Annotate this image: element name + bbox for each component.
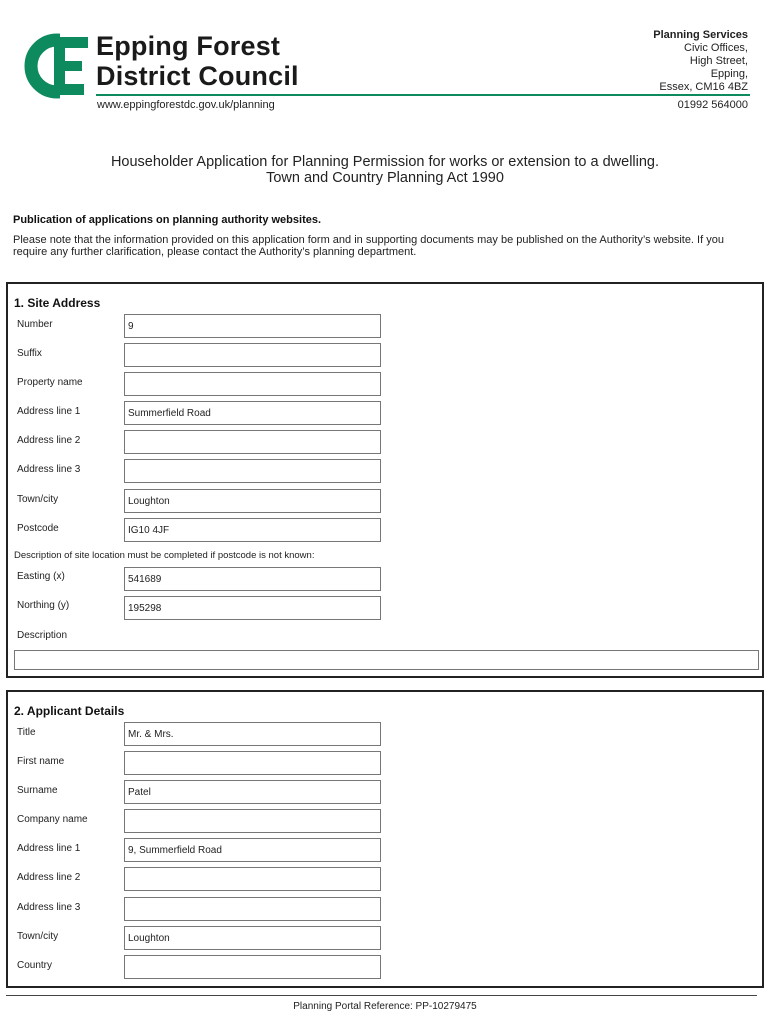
site-town-field[interactable]: Loughton: [124, 489, 381, 513]
phone-number: 01992 564000: [677, 99, 748, 111]
field-label: Address line 3: [17, 464, 81, 475]
field-label: Title: [17, 727, 36, 738]
northing-field[interactable]: 195298: [124, 596, 381, 620]
form-title-line1: Householder Application for Planning Permission for works or extension to a dwelling.: [110, 154, 660, 170]
field-label: Town/city: [17, 931, 59, 942]
form-title-line2: Town and Country Planning Act 1990: [266, 170, 504, 186]
form-title: [0, 154, 770, 186]
field-label: Address line 3: [17, 902, 81, 913]
site-address-line3-field[interactable]: [124, 459, 381, 483]
council-name-line2: District Council: [96, 61, 299, 91]
field-label: Easting (x): [17, 571, 65, 582]
applicant-details-section: [6, 690, 764, 988]
address-line-2: High Street,: [689, 55, 748, 67]
address-line-4: Essex, CM16 4BZ: [659, 81, 748, 93]
portal-reference: Planning Portal Reference: PP-10279475: [293, 1001, 477, 1012]
site-number-field[interactable]: 9: [124, 314, 381, 338]
applicant-town-field[interactable]: Loughton: [124, 926, 381, 950]
field-label: Surname: [17, 785, 58, 796]
header-divider: [96, 94, 750, 96]
council-logo-icon: [24, 27, 90, 105]
field-label: Address line 2: [17, 435, 81, 446]
applicant-company-field[interactable]: [124, 809, 381, 833]
applicant-address-line1-field[interactable]: 9, Summerfield Road: [124, 838, 381, 862]
applicant-title-field[interactable]: Mr. & Mrs.: [124, 722, 381, 746]
publication-text: Please note that the information provided on this application form and in supporting documents may be published on the Authority’s website. If you require any further clarification, please contact the Authority’s planning department.: [13, 234, 724, 258]
field-label: Address line 2: [17, 872, 81, 883]
website-link[interactable]: www.eppingforestdc.gov.uk/planning: [97, 99, 275, 111]
applicant-address-line2-field[interactable]: [124, 867, 381, 891]
address-line-1: Civic Offices,: [684, 42, 748, 54]
description-field[interactable]: [14, 650, 759, 670]
applicant-surname-field[interactable]: Patel: [124, 780, 381, 804]
address-line-3: Epping,: [710, 68, 748, 80]
field-label: Town/city: [17, 494, 59, 505]
site-suffix-field[interactable]: [124, 343, 381, 367]
council-address: [653, 29, 748, 94]
field-label: Company name: [17, 814, 88, 825]
location-note: Description of site location must be completed if postcode is not known:: [14, 550, 315, 561]
site-address-line1-field[interactable]: Summerfield Road: [124, 401, 381, 425]
field-label: First name: [17, 756, 65, 767]
site-address-section: [6, 282, 764, 678]
field-label: Country: [17, 960, 53, 971]
field-label: Address line 1: [17, 406, 81, 417]
service-name: Planning Services: [653, 29, 748, 41]
applicant-address-line3-field[interactable]: [124, 897, 381, 921]
field-label: Northing (y): [17, 600, 70, 611]
applicant-country-field[interactable]: [124, 955, 381, 979]
field-label: Suffix: [17, 348, 42, 359]
council-name-line1: Epping Forest: [96, 31, 281, 61]
field-label: Property name: [17, 377, 83, 388]
site-property-name-field[interactable]: [124, 372, 381, 396]
site-address-line2-field[interactable]: [124, 430, 381, 454]
field-label: Number: [17, 319, 53, 330]
site-postcode-field[interactable]: IG10 4JF: [124, 518, 381, 542]
publication-heading: Publication of applications on planning authority websites.: [13, 214, 322, 226]
field-label: Postcode: [17, 523, 59, 534]
applicant-first-name-field[interactable]: [124, 751, 381, 775]
section-title: 1. Site Address: [14, 296, 101, 310]
field-label: Address line 1: [17, 843, 81, 854]
field-label: Description: [17, 630, 68, 641]
section-title: 2. Applicant Details: [14, 704, 125, 718]
easting-field[interactable]: 541689: [124, 567, 381, 591]
footer-divider: [6, 995, 757, 996]
